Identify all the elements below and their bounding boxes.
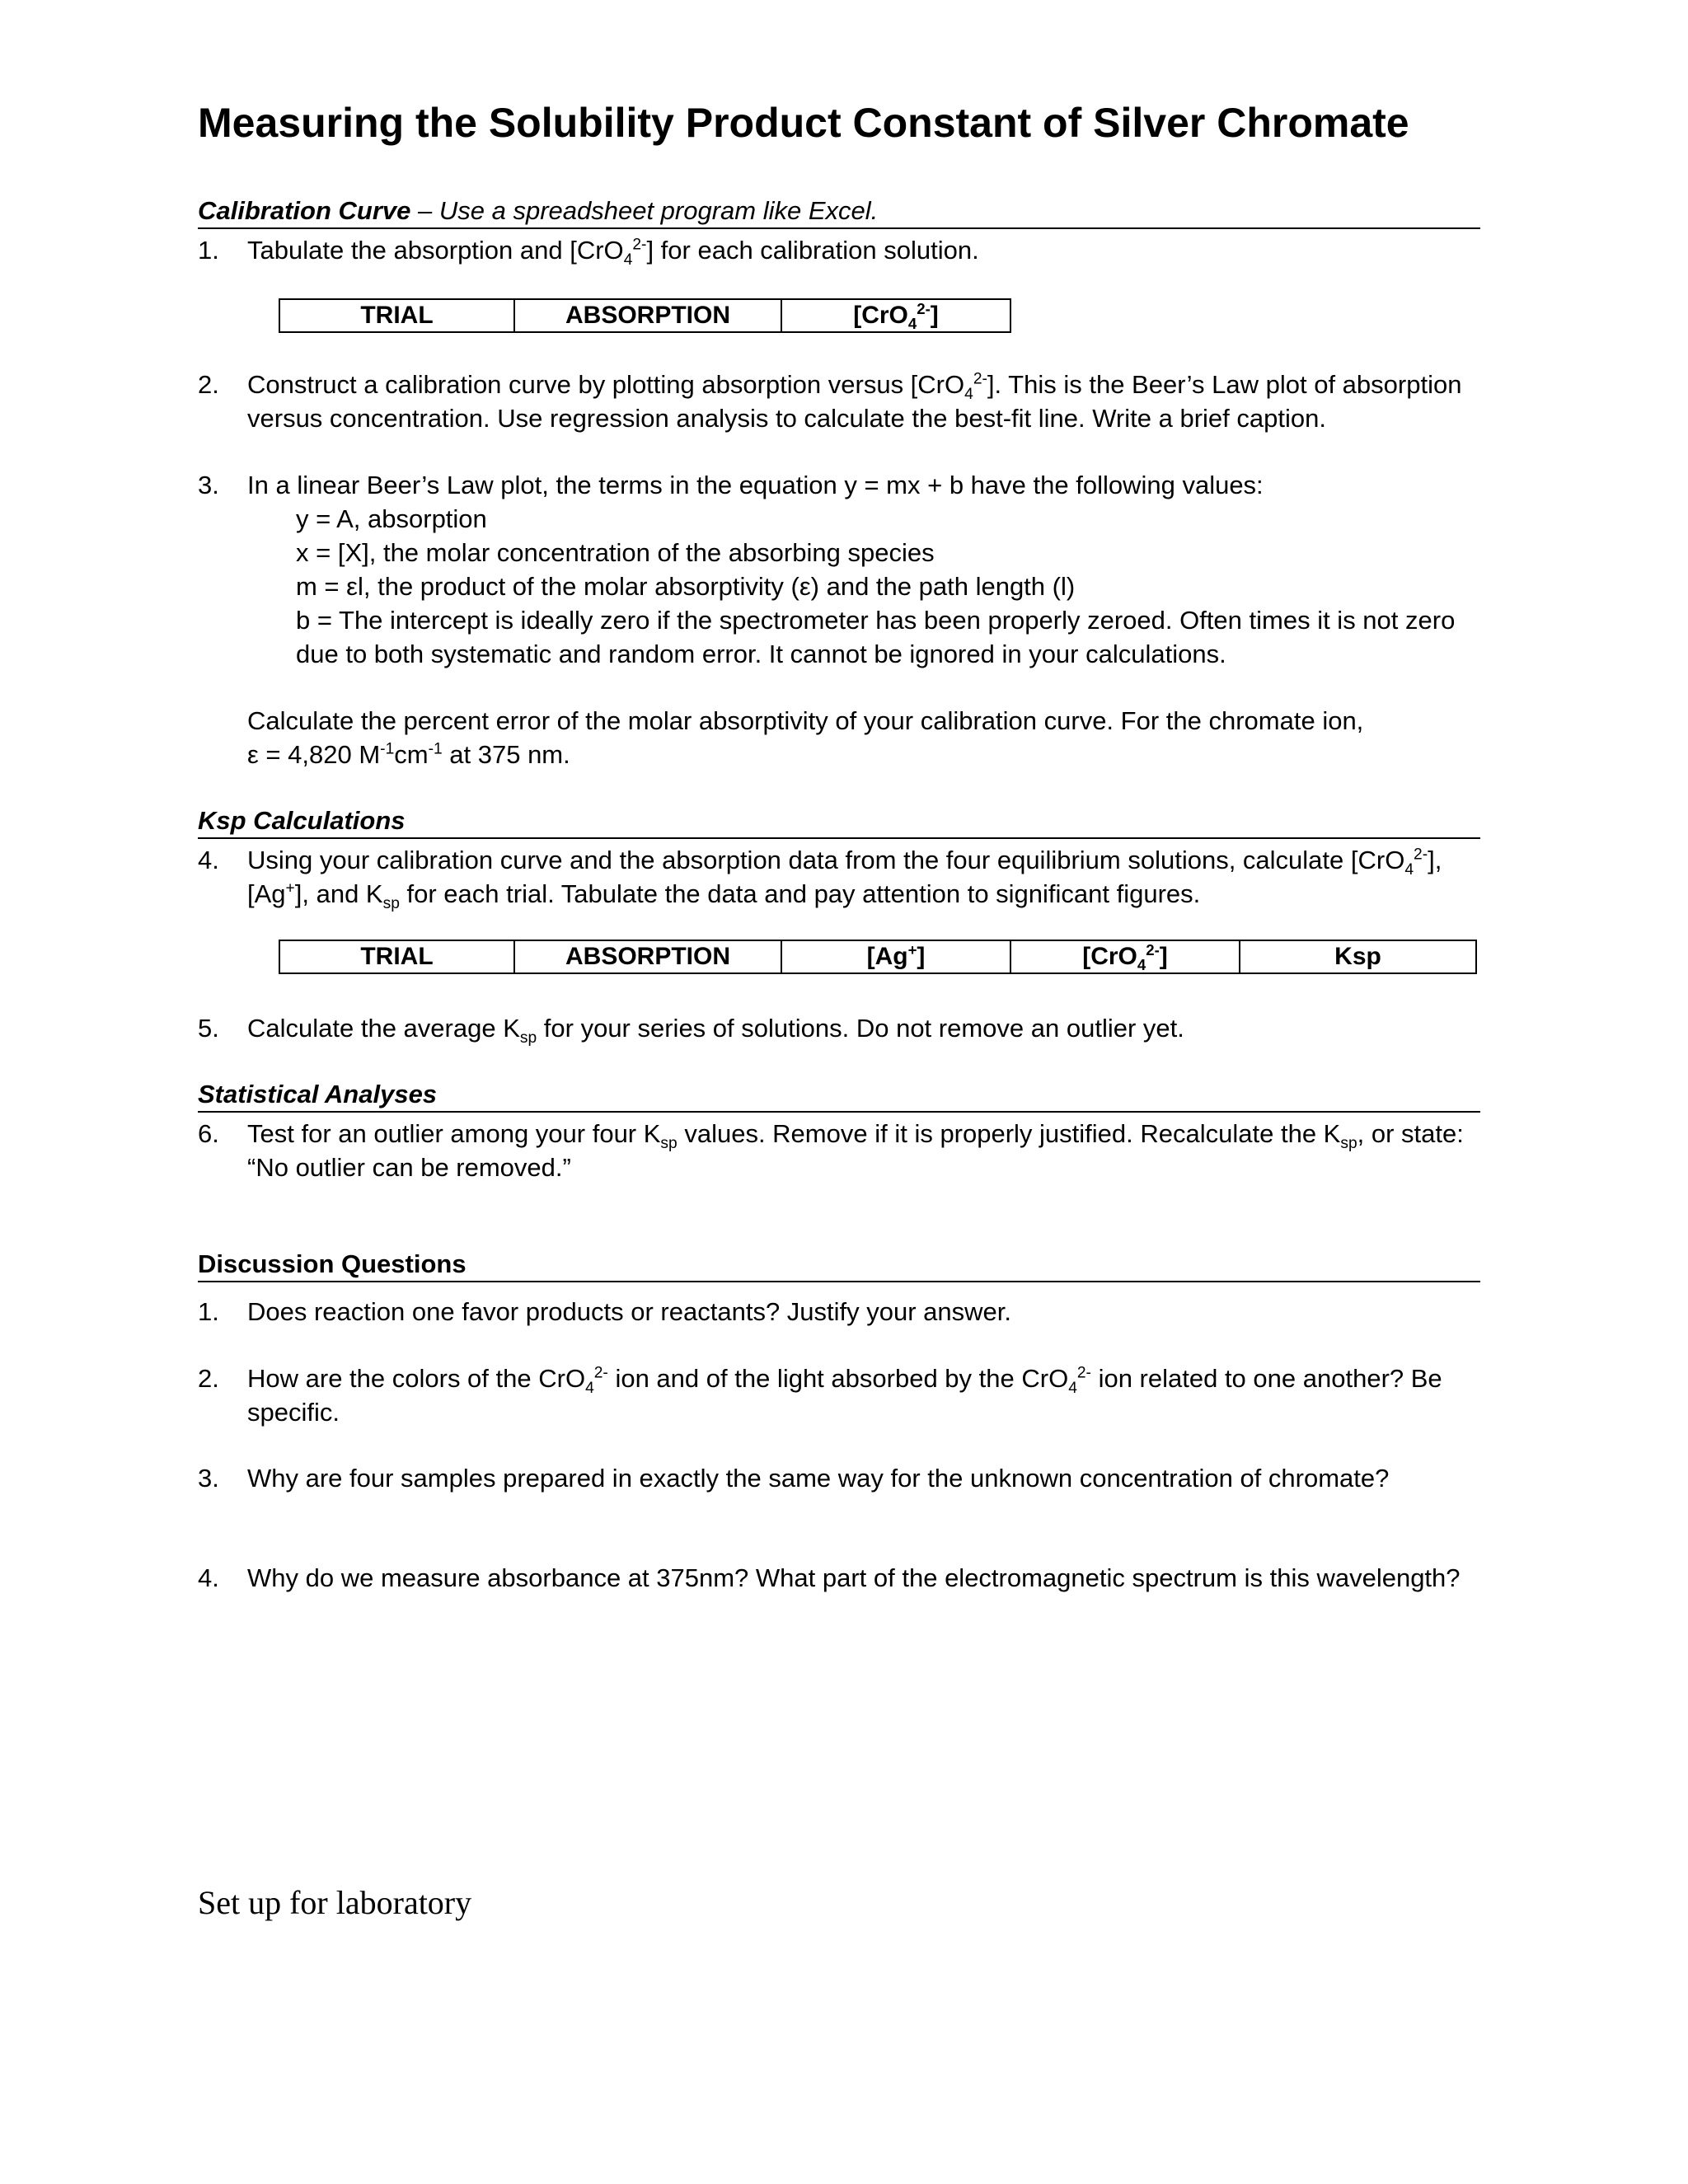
discussion-heading: Discussion Questions [198,1249,467,1278]
item-number: 1. [198,236,219,265]
item-text-line-1: How are the colors of the CrO$_4^{2-}$ ion and of the light absorbed by the CrO$_4^{2-}$ ion related to one another? Be [247,1364,1442,1398]
col-cro4: [CrO$_4^{2-}$] [781,299,1010,332]
item-text: In a linear Beer’s Law plot, the terms in the equation y = mx + b have the following values: [247,471,1264,499]
col-cro4: [CrO$_4^{2-}$] [1010,940,1240,973]
col-ag: [Ag+] [781,940,1010,973]
discussion-section-heading [198,1249,1480,1282]
equation-x-line: x = [X], the molar concentration of the absorbing species [296,538,935,567]
calibration-subtitle: – Use a spreadsheet program like Excel. [410,196,879,225]
item-number: 3. [198,1464,219,1493]
ksp-table [279,940,1477,974]
stats-section-heading [198,1080,1480,1113]
col-absorption: ABSORPTION [514,940,781,973]
col-trial: TRIAL [279,940,514,973]
item-number: 2. [198,1364,219,1393]
stats-heading: Statistical Analyses [198,1080,438,1108]
item-text-line-2: specific. [247,1398,340,1427]
item-text-line-2: [Ag+], and $K_{sp}$ for each trial. Tabulate the data and pay attention to significant figures. [247,879,1201,913]
item-text-line-1: Using your calibration curve and the absorption data from the four equilibrium solutions, calculate [CrO$_4^{2-}$], [247,846,1442,879]
percent-error-line: Calculate the percent error of the molar absorptivity of your calibration curve. For the chromate ion, [247,706,1364,735]
item-text: Calculate the average $K_{sp}$ for your series of solutions. Do not remove an outlier yet. [247,1014,1184,1047]
item-number: 6. [198,1119,219,1148]
item-text: Construct a calibration curve by plotting absorption versus [CrO$_4^{2-}$]. This is the Beer’s Law plot of absorption versus concentration. Use regression analysis to calculate the best-fit line. Write a brief caption. [247,370,1462,433]
item-text-line-2: “No outlier can be removed.” [247,1153,571,1182]
item-number: 5. [198,1014,219,1043]
item-text: Does reaction one favor products or reactants? Justify your answer. [247,1297,1012,1326]
ksp-heading: Ksp Calculations [198,806,406,835]
ksp-section-heading [198,806,1480,839]
col-trial: TRIAL [279,299,514,332]
footer-note: Set up for laboratory [198,1884,472,1921]
item-number: 4. [198,846,219,874]
item-text: Tabulate the absorption and [CrO$_4^{2-}$] for each calibration solution. [247,236,979,269]
item-number: 4. [198,1563,219,1592]
epsilon-value-line: ε = 4,820 $M^{-1}cm^{-1}$ at 375 nm. [247,740,570,769]
item-text-line-1: Test for an outlier among your four $K_{sp}$ values. Remove if it is properly justified. Recalculate the $K_{sp}$, or state: [247,1119,1464,1153]
item-text: Why are four samples prepared in exactly the same way for the unknown concentration of chromate? [247,1464,1390,1493]
col-absorption: ABSORPTION [514,299,781,332]
equation-b-line-2: due to both systematic and random error. It cannot be ignored in your calculations. [296,640,1226,668]
equation-b-line-1: b = The intercept is ideally zero if the spectrometer has been properly zeroed. Often times it is not zero [296,606,1456,635]
item-number: 1. [198,1297,219,1326]
equation-m-line: m = εl, the product of the molar absorptivity (ε) and the path length (l) [296,572,1076,601]
calibration-heading: Calibration Curve [198,196,411,225]
page-title: Measuring the Solubility Product Constant of Silver Chromate [198,100,1409,146]
calibration-table [279,298,1011,333]
item-number: 3. [198,471,219,499]
item-number: 2. [198,370,219,399]
item-text: Why do we measure absorbance at 375nm? What part of the electromagnetic spectrum is this wavelength? [247,1563,1461,1592]
equation-y-line: y = A, absorption [296,504,487,533]
calibration-section-heading [198,196,1480,229]
col-ksp: Ksp [1240,940,1476,973]
